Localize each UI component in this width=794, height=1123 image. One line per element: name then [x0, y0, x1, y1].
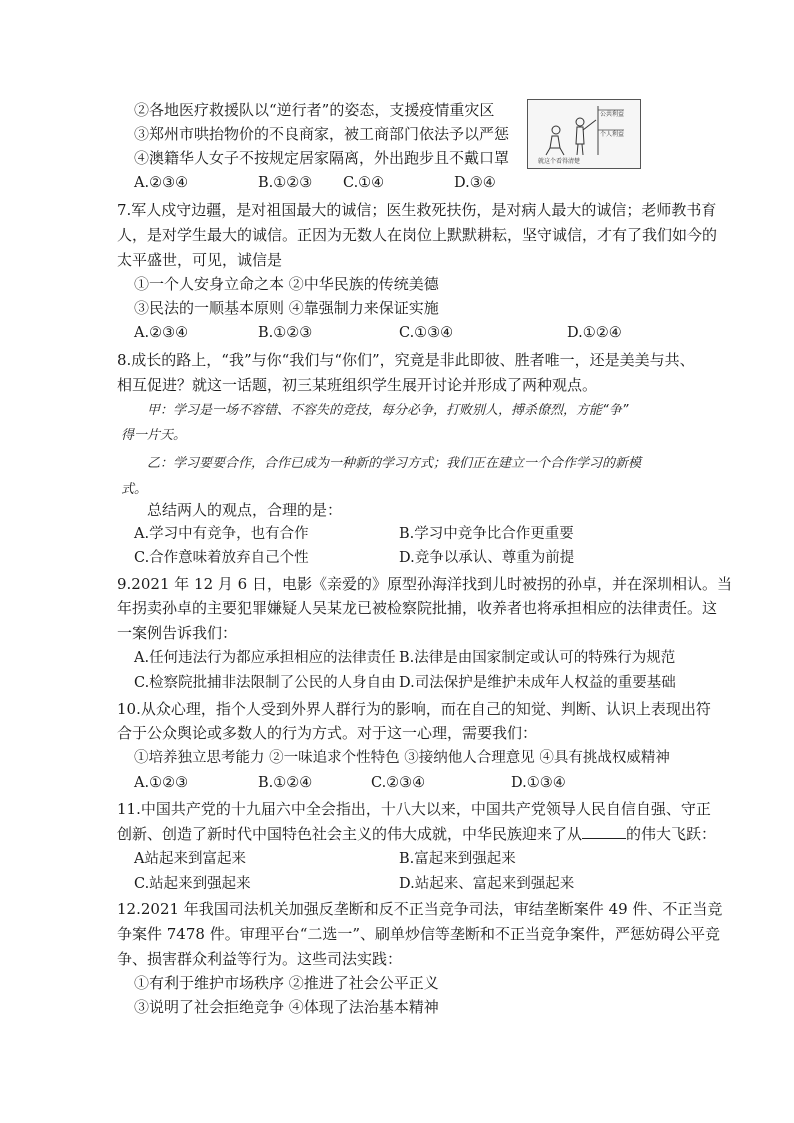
q9-stem-line-2: 年拐卖孙卓的主要犯罪嫌疑人吴某龙已被检察院批捕，收养者也将承担相应的法律责任。这	[117, 599, 718, 617]
q11-stem-line-2-after-blank: 的伟大飞跃：	[626, 825, 717, 843]
q11-stem-line-2	[117, 824, 716, 844]
q12-statements-1: ①有利于维护市场秩序 ②推进了社会公平正义	[134, 974, 439, 992]
fill-in-blank	[582, 824, 626, 839]
q10-option-a: A.①②③	[134, 775, 189, 791]
cartoon-label-personal-interest: 个人利益	[600, 131, 625, 138]
q7-statements-1: ①一个人安身立命之本 ②中华民族的传统美德	[134, 275, 439, 293]
q6-statement-4: ④澳籍华人女子不按规定居家隔离，外出跑步且不戴口罩	[134, 149, 510, 167]
q10-option-d: D.①③④	[511, 775, 566, 791]
q10-option-c: C.②③④	[371, 775, 426, 791]
q6-option-b: B.①②③	[258, 175, 313, 191]
q6-statement-3: ③郑州市哄抬物价的不良商家，被工商部门依法予以严惩	[134, 125, 510, 143]
q9-option-b: B.法律是由国家制定或认可的特殊行为规范	[399, 650, 676, 666]
q9-stem-line-3: 一案例告诉我们：	[117, 624, 238, 642]
q11-option-a: A站起来到富起来	[134, 851, 246, 867]
q7-stem-line-3: 太平盛世，可见，诚信是	[117, 251, 283, 269]
q6-option-c: C.①④	[343, 175, 385, 191]
q6-statement-2: ②各地医疗救援队以“逆行者”的姿态，支援疫情重灾区	[134, 101, 495, 119]
q9-option-c: C.检察院批捕非法限制了公民的人身自由	[134, 675, 396, 691]
q11-option-b: B.富起来到强起来	[399, 851, 516, 867]
q6-option-d: D.③④	[454, 175, 496, 191]
q7-stem-line-2: 人，是对学生最大的诚信。正因为无数人在岗位上默默耕耘，坚守诚信，才有了我们如今的	[117, 226, 718, 244]
q7-option-c: C.①③④	[399, 325, 454, 341]
q11-stem-line-2-before-blank: 创新、创造了新时代中国特色社会主义的伟大成就，中华民族迎来了从	[117, 825, 583, 843]
q7-option-a: A.②③④	[134, 325, 189, 341]
q10-option-b: B.①②④	[258, 775, 313, 791]
q12-stem-line-1: 12.2021 年我国司法机关加强反垄断和反不正当竞争司法，审结垄断案件 49 件、不正当竞	[117, 900, 723, 918]
q11-stem-line-1: 11.中国共产党的十九届六中全会指出，十八大以来，中国共产党领导人民自信自强、守正	[117, 800, 711, 818]
q8-stem-line-1: 8.成长的路上，“我”与你“我们与“你们”，究竟是非此即彼、胜者唯一，还是美美与共、	[117, 351, 695, 369]
q12-stem-line-3: 争、损害群众利益等行为。这些司法实践：	[117, 950, 403, 968]
q10-stem-line-1: 10.从众心理，指个人受到外界人群行为的影响，而在自己的知觉、判断、认识上表现出符	[117, 700, 711, 718]
q7-statements-2: ③民法的一顺基本原则 ④靠强制力来保证实施	[134, 299, 439, 317]
q12-statements-2: ③说明了社会拒绝竞争 ④体现了法治基本精神	[134, 998, 439, 1016]
q6-cartoon	[527, 99, 641, 169]
q8-option-d: D.竞争以承认、尊重为前提	[399, 550, 575, 566]
q8-view-yi-line-1: 乙：学习要要合作，合作已成为一种新的学习方式；我们正在建立一个合作学习的新模	[147, 456, 642, 471]
q8-view-jia-line-2: 得一片天。	[121, 428, 187, 443]
q12-stem-line-2: 争案件 7478 件。审理平台“二选一”、刷单炒信等垄断和不正当竞争案件，严惩妨碍公平竞	[117, 925, 721, 943]
q8-summary: 总结两人的观点，合理的是：	[147, 501, 343, 519]
q11-option-c: C.站起来到强起来	[134, 876, 251, 892]
cartoon-label-public-interest: 公共利益	[600, 111, 625, 118]
q9-stem-line-1: 9.2021 年 12 月 6 日，电影《亲爱的》原型孙海洋找到儿时被拐的孙卓，并在深圳相认。当	[117, 575, 732, 593]
q7-stem-line-1: 7.军人戍守边疆，是对祖国最大的诚信；医生救死扶伤，是对病人最大的诚信；老师教书育	[117, 201, 717, 219]
cartoon-caption: 就这个看得清楚	[538, 158, 581, 165]
q9-option-a: A.任何违法行为都应承担相应的法律责任	[134, 650, 396, 666]
q8-option-b: B.学习中竞争比合作更重要	[399, 526, 574, 542]
q8-view-jia-line-1: 甲：学习是一场不容错、不容失的竞技，每分必争，打败别人，搏杀僚烈，方能“争”	[147, 403, 629, 418]
q8-option-a: A.学习中有竞争，也有合作	[134, 526, 309, 542]
q8-stem-line-2: 相互促进？就这一话题，初三某班组织学生展开讨论并形成了两种观点。	[117, 376, 598, 394]
q7-option-b: B.①②③	[258, 325, 313, 341]
q8-view-yi-line-2: 式。	[121, 482, 148, 497]
q10-stem-line-2: 合于公众舆论或多数人的行为方式。对于这一心理，需要我们：	[117, 724, 538, 742]
q6-option-a: A.②③④	[134, 175, 189, 191]
q11-option-d: D.站起来、富起来到强起来	[399, 876, 575, 892]
q10-statements: ①培养独立思考能力 ②一味追求个性特色 ③接纳他人合理意见 ④具有挑战权威精神	[134, 750, 670, 766]
q8-option-c: C.合作意味着放弃自己个性	[134, 550, 309, 566]
q7-option-d: D.①②④	[567, 325, 622, 341]
q9-option-d: D.司法保护是维护未成年人权益的重要基础	[399, 675, 676, 691]
